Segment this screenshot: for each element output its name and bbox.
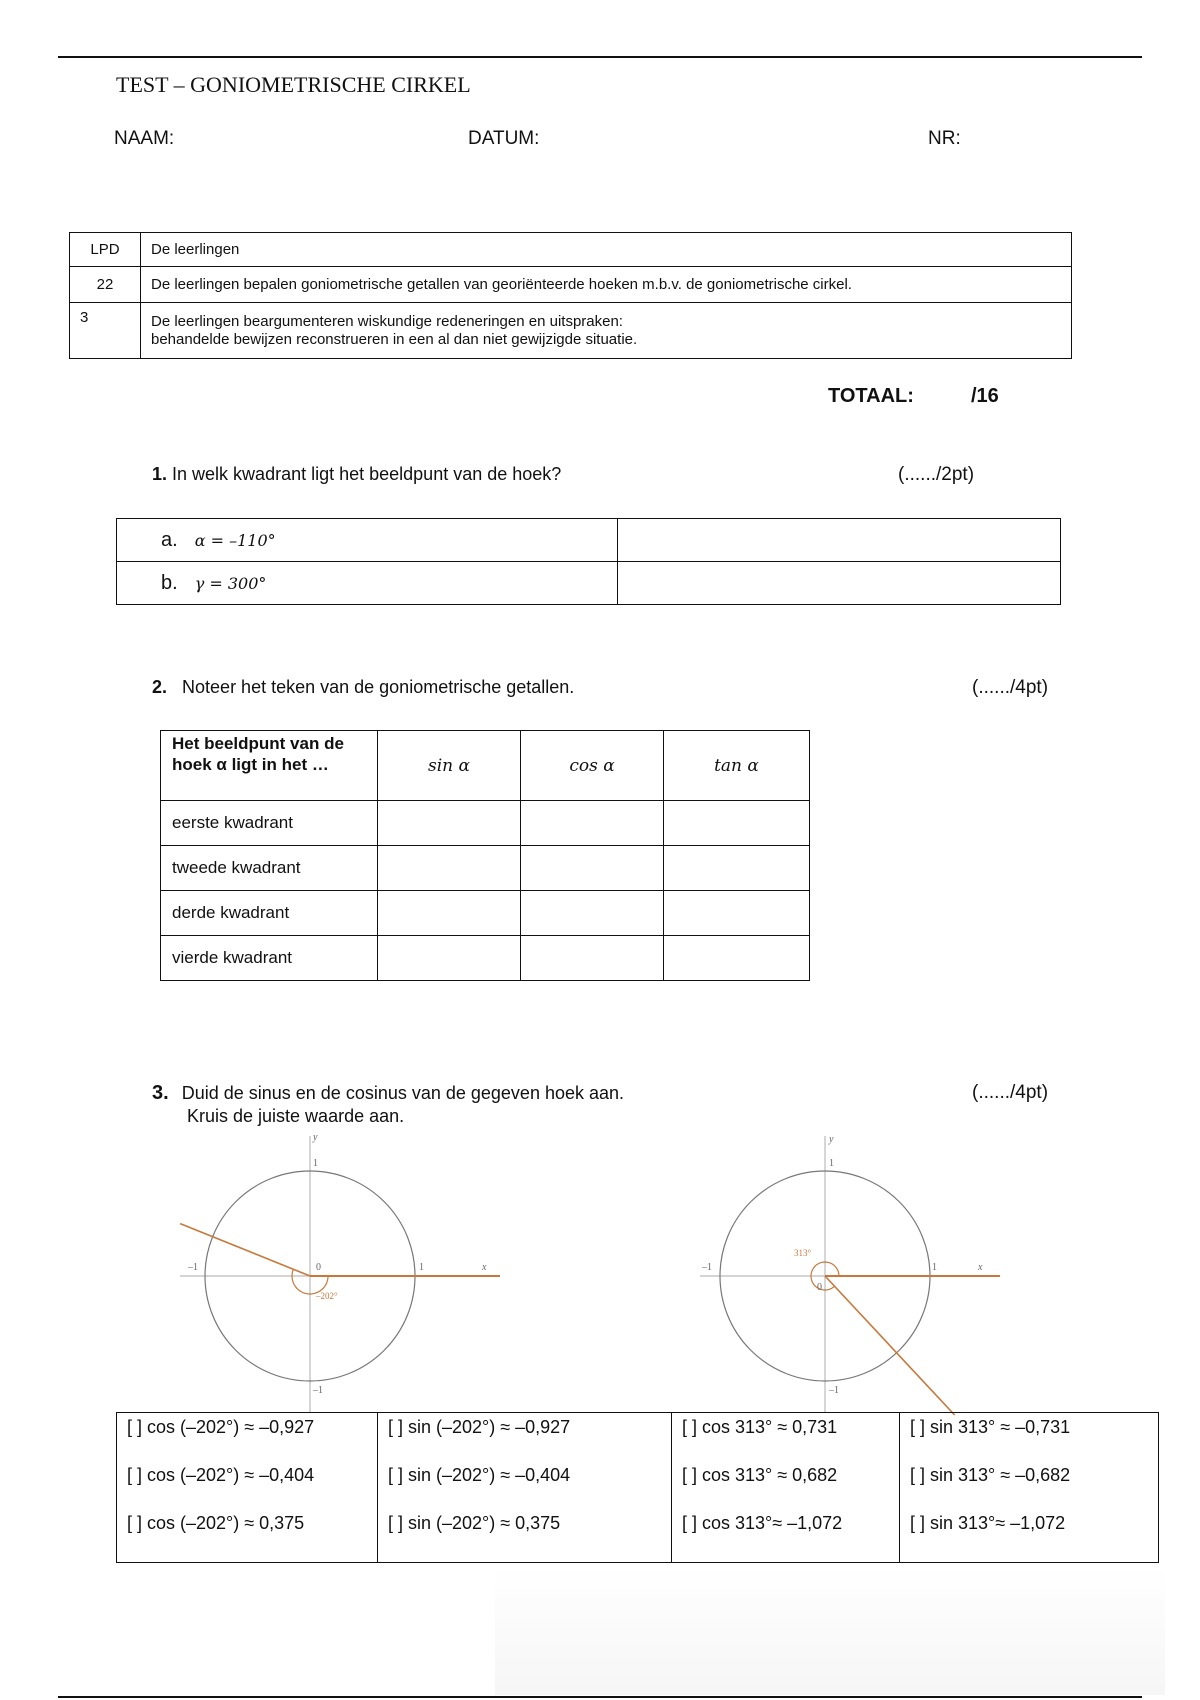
- q2-row-label: eerste kwadrant: [161, 801, 378, 846]
- q3-text: Duid de sinus en de cosinus van de gegeven hoek aan.: [181, 1083, 625, 1103]
- q2-points: (....../4pt): [972, 677, 1049, 698]
- minus-one-left-label: –1: [702, 1262, 712, 1273]
- q2-cos-cell[interactable]: [521, 891, 664, 936]
- angle-label: 313°: [794, 1248, 812, 1258]
- q1-text: In welk kwadrant ligt het beeldpunt van de hoek?: [172, 464, 562, 484]
- q3-option[interactable]: [ ] cos (–202°) ≈ –0,927: [127, 1417, 315, 1437]
- q2-row: [161, 846, 810, 891]
- q2-tan-cell[interactable]: [664, 801, 810, 846]
- q3-option[interactable]: [ ] cos (–202°) ≈ 0,375: [127, 1513, 305, 1533]
- lpd-text-line: behandelde bewijzen reconstrueren in een al dan niet gewijzigde situatie.: [151, 330, 638, 348]
- q1-number: 1.: [152, 464, 168, 484]
- q3-option[interactable]: [ ] sin 313°≈ –1,072: [910, 1513, 1066, 1533]
- q3-col-cos-right: [672, 1413, 900, 1563]
- q2-row-label: derde kwadrant: [161, 891, 378, 936]
- q2-header-sin: sin α: [378, 731, 521, 801]
- q3-prompt: [152, 1082, 624, 1105]
- q3-option[interactable]: [ ] cos 313°≈ –1,072: [682, 1513, 843, 1533]
- q3-number: 3.: [152, 1082, 169, 1104]
- q2-tan-cell[interactable]: [664, 936, 810, 981]
- one-right-label: 1: [419, 1262, 424, 1273]
- q2-row-label: tweede kwadrant: [161, 846, 378, 891]
- terminal-side: [825, 1276, 955, 1415]
- q3-option[interactable]: [ ] sin 313° ≈ –0,682: [910, 1465, 1071, 1485]
- q1-expr: γ = 300°: [194, 573, 267, 593]
- q2-row: [161, 936, 810, 981]
- totaal-value: /16: [971, 385, 999, 407]
- y-label: y: [313, 1132, 318, 1143]
- x-label: x: [978, 1262, 983, 1273]
- minus-one-bottom-label: –1: [313, 1385, 323, 1396]
- q1-letter: b.: [161, 571, 178, 594]
- lpd-text: [141, 303, 1072, 359]
- q2-row: [161, 801, 810, 846]
- q1-answer-cell[interactable]: [618, 562, 1061, 605]
- q3-options-table: [116, 1412, 1159, 1563]
- terminal-side: [180, 1224, 310, 1276]
- q2-prompt: [152, 677, 574, 698]
- q1-letter: a.: [161, 528, 178, 551]
- bottom-rule: [58, 1696, 1142, 1698]
- q3-option[interactable]: [ ] sin (–202°) ≈ –0,404: [388, 1465, 571, 1485]
- q3-option[interactable]: [ ] sin (–202°) ≈ 0,375: [388, 1513, 561, 1533]
- q2-row: [161, 891, 810, 936]
- q2-sin-cell[interactable]: [378, 846, 521, 891]
- q2-header-row: [161, 731, 810, 801]
- one-right-label: 1: [932, 1262, 937, 1273]
- q2-number: 2.: [152, 677, 168, 697]
- q1-points: (....../2pt): [898, 464, 975, 485]
- q2-sin-cell[interactable]: [378, 891, 521, 936]
- lpd-text-line: De leerlingen beargumenteren wiskundige redeneringen en uitspraken:: [151, 312, 623, 330]
- q3-col-cos-left: [117, 1413, 378, 1563]
- unit-circle-right: [690, 1128, 1010, 1418]
- q3-options-row: [117, 1413, 1159, 1563]
- q1-answer-cell[interactable]: [618, 519, 1061, 562]
- q1-row: [117, 519, 1061, 562]
- q2-sin-cell[interactable]: [378, 801, 521, 846]
- q2-tan-cell[interactable]: [664, 891, 810, 936]
- q2-cos-cell[interactable]: [521, 936, 664, 981]
- page-title: TEST – GONIOMETRISCHE CIRKEL: [116, 72, 471, 97]
- q2-row-label: vierde kwadrant: [161, 936, 378, 981]
- q1-table: [116, 518, 1061, 605]
- q1-row: [117, 562, 1061, 605]
- q1-expr: α = –110°: [194, 530, 276, 550]
- unit-circle-left: [170, 1128, 510, 1418]
- q2-header-col0: Het beeldpunt van de hoek α ligt in het …: [161, 731, 378, 801]
- q1-question-cell: [117, 562, 618, 605]
- q3-points: (....../4pt): [972, 1082, 1049, 1103]
- q1-question-cell: [117, 519, 618, 562]
- naam-label: NAAM:: [114, 128, 175, 149]
- q2-cos-cell[interactable]: [521, 801, 664, 846]
- q1-prompt: [152, 464, 561, 485]
- q2-sin-cell[interactable]: [378, 936, 521, 981]
- q3-option[interactable]: [ ] sin (–202°) ≈ –0,927: [388, 1417, 571, 1437]
- q3-option[interactable]: [ ] cos (–202°) ≈ –0,404: [127, 1465, 315, 1485]
- datum-label: DATUM:: [468, 128, 540, 149]
- q2-tan-cell[interactable]: [664, 846, 810, 891]
- lpd-table: [69, 232, 1072, 359]
- origin-label: 0: [817, 1282, 822, 1293]
- q3-col-sin-left: [378, 1413, 672, 1563]
- lpd-code: 3: [70, 303, 141, 359]
- y-label: y: [829, 1134, 834, 1145]
- top-rule: [58, 56, 1142, 58]
- q3-text2: Kruis de juiste waarde aan.: [187, 1106, 405, 1126]
- lpd-text: De leerlingen bepalen goniometrische getallen van georiënteerde hoeken m.b.v. de goniometrische cirkel.: [141, 267, 1072, 303]
- nr-label: NR:: [928, 128, 961, 149]
- lpd-row: [70, 303, 1072, 359]
- lpd-row: [70, 267, 1072, 303]
- origin-label: 0: [316, 1262, 321, 1273]
- minus-one-bottom-label: –1: [829, 1385, 839, 1396]
- lpd-code-header: LPD: [70, 233, 141, 267]
- x-label: x: [482, 1262, 487, 1273]
- q3-option[interactable]: [ ] sin 313° ≈ –0,731: [910, 1417, 1071, 1437]
- angle-label: –202°: [316, 1291, 338, 1301]
- lpd-code: 22: [70, 267, 141, 303]
- lpd-header-row: [70, 233, 1072, 267]
- one-top-label: 1: [313, 1158, 318, 1169]
- page-shadow: [495, 1565, 1165, 1695]
- q2-text: Noteer het teken van de goniometrische getallen.: [182, 677, 575, 697]
- q2-cos-cell[interactable]: [521, 846, 664, 891]
- minus-one-left-label: –1: [188, 1262, 198, 1273]
- lpd-text-header: De leerlingen: [141, 233, 1072, 267]
- q2-header-cos: cos α: [521, 731, 664, 801]
- one-top-label: 1: [829, 1158, 834, 1169]
- q3-option[interactable]: [ ] cos 313° ≈ 0,682: [682, 1465, 838, 1485]
- q2-table: [160, 730, 810, 981]
- q3-option[interactable]: [ ] cos 313° ≈ 0,731: [682, 1417, 838, 1437]
- q3-col-sin-right: [900, 1413, 1159, 1563]
- q2-header-tan: tan α: [664, 731, 810, 801]
- totaal-label: TOTAAL:: [828, 385, 914, 407]
